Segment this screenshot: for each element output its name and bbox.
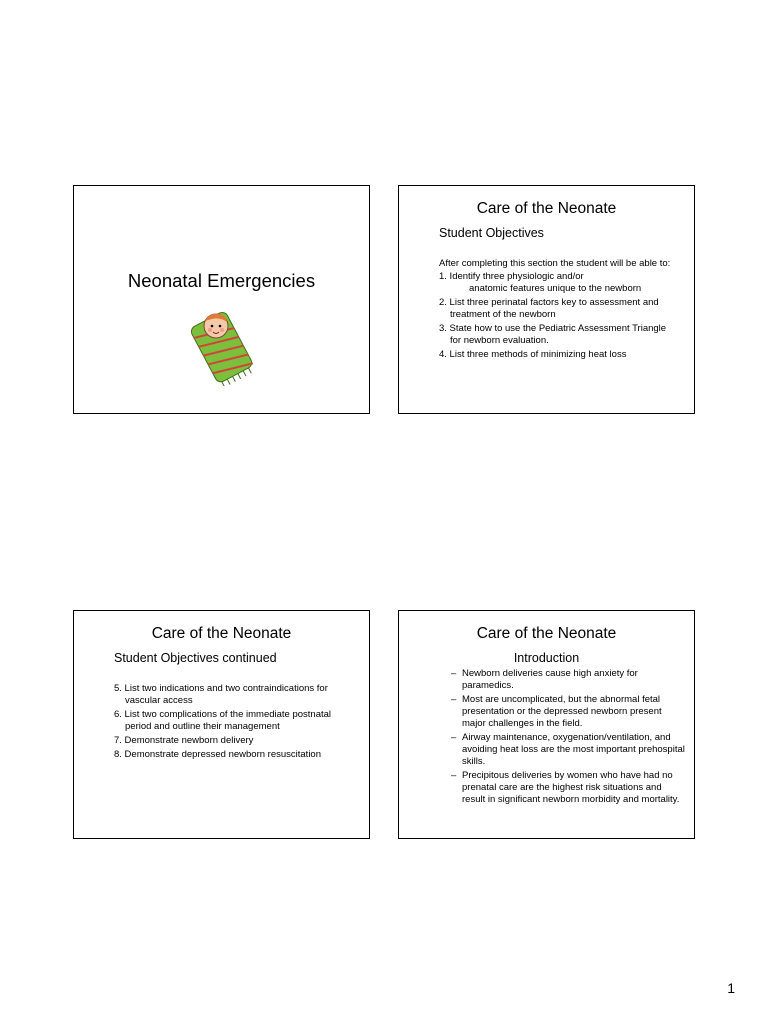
list-item xyxy=(114,709,364,733)
slide-title: Neonatal Emergencies xyxy=(127,270,316,291)
slide-subtitle: Student Objectives continued xyxy=(114,651,277,665)
dash-bullet: – xyxy=(451,694,457,705)
slide-1 xyxy=(73,185,370,414)
list-item-line: 5. List two indications and two contraindications for xyxy=(114,683,328,694)
slide-3 xyxy=(73,610,370,839)
list-item xyxy=(451,668,687,692)
list-item xyxy=(114,683,364,707)
list-item-line: 1. Identify three physiologic and/or xyxy=(439,271,584,282)
list-item xyxy=(439,271,689,295)
list-item-line: vascular access xyxy=(125,695,193,706)
list-item-line: 6. List two complications of the immediate postnatal xyxy=(114,709,332,720)
slide-subtitle: Introduction xyxy=(513,651,580,665)
dash-bullet: – xyxy=(451,732,457,743)
list-item xyxy=(451,694,687,730)
slide-title: Care of the Neonate xyxy=(476,625,617,642)
list-item xyxy=(114,735,364,747)
list-item-text: Airway maintenance, oxygenation/ventilation, and avoiding heat loss are the most important prehospital skills. xyxy=(462,732,685,767)
list-item-line: 8. Demonstrate depressed newborn resuscitation xyxy=(114,749,322,760)
list-item-line: anatomic features unique to the newborn xyxy=(469,283,642,294)
slide-subtitle: Student Objectives xyxy=(439,226,544,240)
dash-bullet: – xyxy=(451,770,457,781)
list-item xyxy=(439,323,689,347)
list-item-line: 7. Demonstrate newborn delivery xyxy=(114,735,254,746)
list-item-line: 3. State how to use the Pediatric Assessment Triangle xyxy=(439,323,667,334)
list-item-line: 2. List three perinatal factors key to assessment and xyxy=(439,297,659,308)
slide-4 xyxy=(398,610,695,839)
slide-2 xyxy=(398,185,695,414)
objectives-list xyxy=(114,683,364,763)
swaddled-baby-image xyxy=(186,306,258,386)
list-item-text: Newborn deliveries cause high anxiety for paramedics. xyxy=(462,668,638,691)
list-item xyxy=(439,349,689,361)
list-item-text: Most are uncomplicated, but the abnormal fetal presentation or the depressed newborn present major challenges in the field. xyxy=(462,694,662,729)
list-item-line: period and outline their management xyxy=(125,721,280,732)
list-item xyxy=(439,297,689,321)
intro-text: After completing this section the student will be able to: xyxy=(439,258,671,269)
list-item xyxy=(451,770,687,806)
list-item-line: for newborn evaluation. xyxy=(450,335,549,346)
list-item-line: treatment of the newborn xyxy=(450,309,556,320)
list-item-text: Precipitous deliveries by women who have had no prenatal care are the highest risk situations and result in significant newborn morbidity and mortality. xyxy=(462,770,680,805)
slide-title: Care of the Neonate xyxy=(476,200,617,217)
slide-title: Care of the Neonate xyxy=(151,625,292,642)
objectives-list xyxy=(439,271,689,363)
page-number: 1 xyxy=(727,980,735,996)
dash-bullet: – xyxy=(451,668,457,679)
bullet-list xyxy=(451,668,687,808)
list-item xyxy=(451,732,687,768)
list-item-line: 4. List three methods of minimizing heat loss xyxy=(439,349,627,360)
list-item xyxy=(114,749,364,761)
